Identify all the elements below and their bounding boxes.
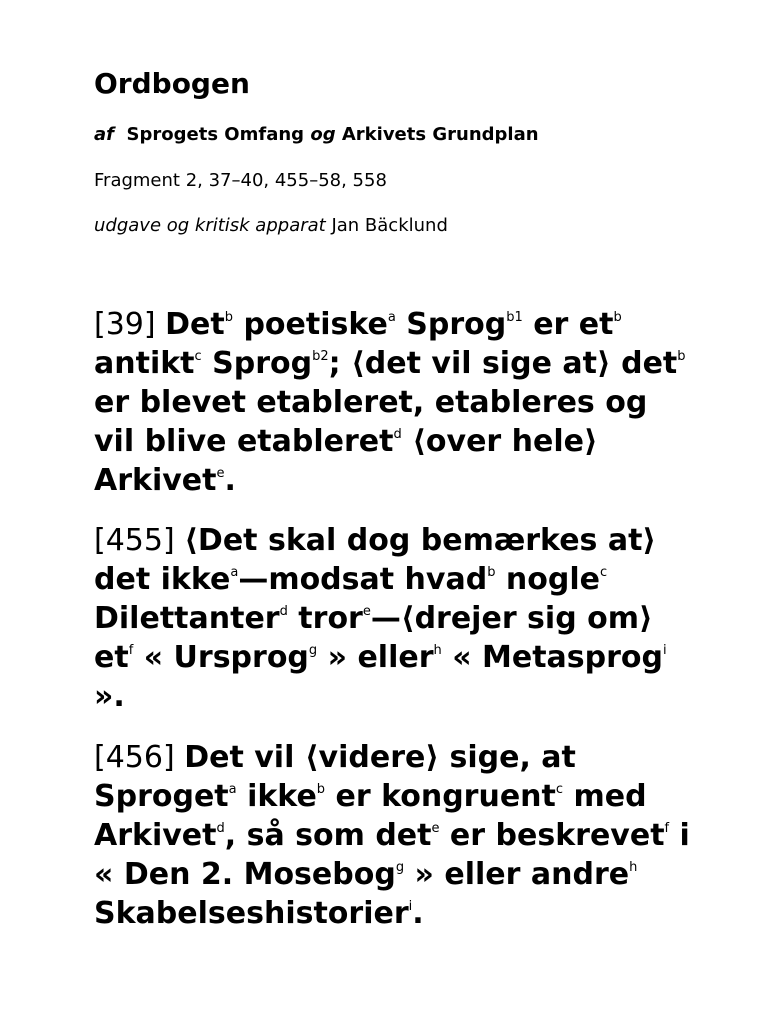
text-segment: er blevet etableret, etableres og vil blive etableret	[94, 385, 648, 459]
text-segment: ⟨Det skal dog bemærkes at⟩ det ikke	[94, 523, 657, 597]
footnote-marker: d	[216, 821, 225, 836]
footnote-marker: c	[599, 565, 608, 580]
text-segment: er et	[522, 307, 614, 342]
footnote-marker: g	[395, 860, 405, 875]
footnote-marker: i	[663, 643, 667, 658]
text-segment: ; ⟨det vil sige at⟩ det	[328, 346, 678, 381]
footnote-marker: b	[316, 782, 326, 797]
text-segment: ikke	[236, 779, 317, 814]
page-title: Ordbogen	[94, 67, 250, 100]
footnote-marker: b1	[506, 310, 523, 325]
text-segment: , så som det	[224, 818, 432, 853]
paragraph-456	[94, 738, 694, 933]
og-word: og	[310, 124, 336, 145]
footnote-marker: a	[228, 782, 237, 797]
text-segment: » eller andre	[404, 857, 630, 892]
fragment-reference: Fragment 2, 37–40, 455–58, 558	[94, 170, 387, 191]
text-segment: med Arkivet	[94, 779, 647, 853]
footnote-marker: i	[408, 899, 413, 914]
text-segment: Sprog	[395, 307, 507, 342]
footnote-marker: g	[308, 643, 318, 658]
paragraph-number: [456]	[94, 740, 175, 775]
text-segment: Sprog	[201, 346, 313, 381]
paragraph-number: [39]	[94, 307, 156, 342]
text-segment: Det	[165, 307, 225, 342]
editor-line	[94, 214, 448, 238]
paragraph-text	[94, 307, 686, 498]
text-segment: Skabelseshistorier	[94, 896, 409, 931]
text-segment: nogle	[495, 562, 600, 597]
text-segment: i « Den 2. Mosebog	[94, 818, 690, 892]
paragraph-text	[94, 523, 667, 714]
text-segment: » eller	[317, 640, 434, 675]
text-segment: er kongruent	[325, 779, 556, 814]
footnote-marker: b	[613, 310, 622, 325]
text-segment: antikt	[94, 346, 195, 381]
footnote-marker: b2	[312, 349, 329, 364]
text-segment: Det vil ⟨videre⟩ sige, at Sproget	[94, 740, 576, 814]
paragraph-text	[94, 740, 690, 931]
footnote-marker: f	[128, 643, 134, 658]
footnote-marker: d	[279, 604, 288, 619]
text-segment: « Ursprog	[133, 640, 309, 675]
af-word: af	[94, 124, 114, 145]
footnote-marker: h	[629, 860, 638, 875]
author-name: Arkivets Grundplan	[341, 124, 539, 145]
text-segment: Dilettanter	[94, 601, 280, 636]
text-segment: ⟨over hele⟩ Arkivet	[94, 424, 598, 498]
text-segment: —modsat hvad	[238, 562, 488, 597]
footnote-marker: e	[362, 604, 371, 619]
footnote-marker: b	[224, 310, 233, 325]
paragraph-number: [455]	[94, 523, 175, 558]
text-segment: er beskrevet	[439, 818, 665, 853]
footnote-marker: f	[664, 821, 670, 836]
paragraph-455	[94, 521, 694, 716]
footnote-marker: b	[487, 565, 496, 580]
text-segment: —⟨drejer sig om⟩ et	[94, 601, 653, 675]
text-segment: ».	[94, 679, 125, 714]
footnote-marker: a	[230, 565, 239, 580]
editor-name: Jan Bäcklund	[331, 215, 448, 236]
footnote-marker: d	[393, 427, 402, 442]
authors-line	[94, 123, 539, 147]
paragraph-39	[94, 305, 694, 500]
author-name: Sprogets Omfang	[126, 124, 305, 145]
text-segment: « Metasprog	[441, 640, 664, 675]
editor-label: udgave og kritisk apparat	[94, 215, 326, 236]
footnote-marker: b	[677, 349, 686, 364]
text-segment: .	[224, 463, 236, 498]
footnote-marker: h	[433, 643, 442, 658]
text-segment: poetiske	[233, 307, 388, 342]
footnote-marker: a	[387, 310, 396, 325]
text-segment: tror	[287, 601, 363, 636]
footnote-marker: e	[216, 466, 225, 481]
footnote-marker: c	[555, 782, 564, 797]
footnote-marker: e	[431, 821, 440, 836]
text-segment: .	[412, 896, 424, 931]
footnote-marker: c	[194, 349, 202, 364]
